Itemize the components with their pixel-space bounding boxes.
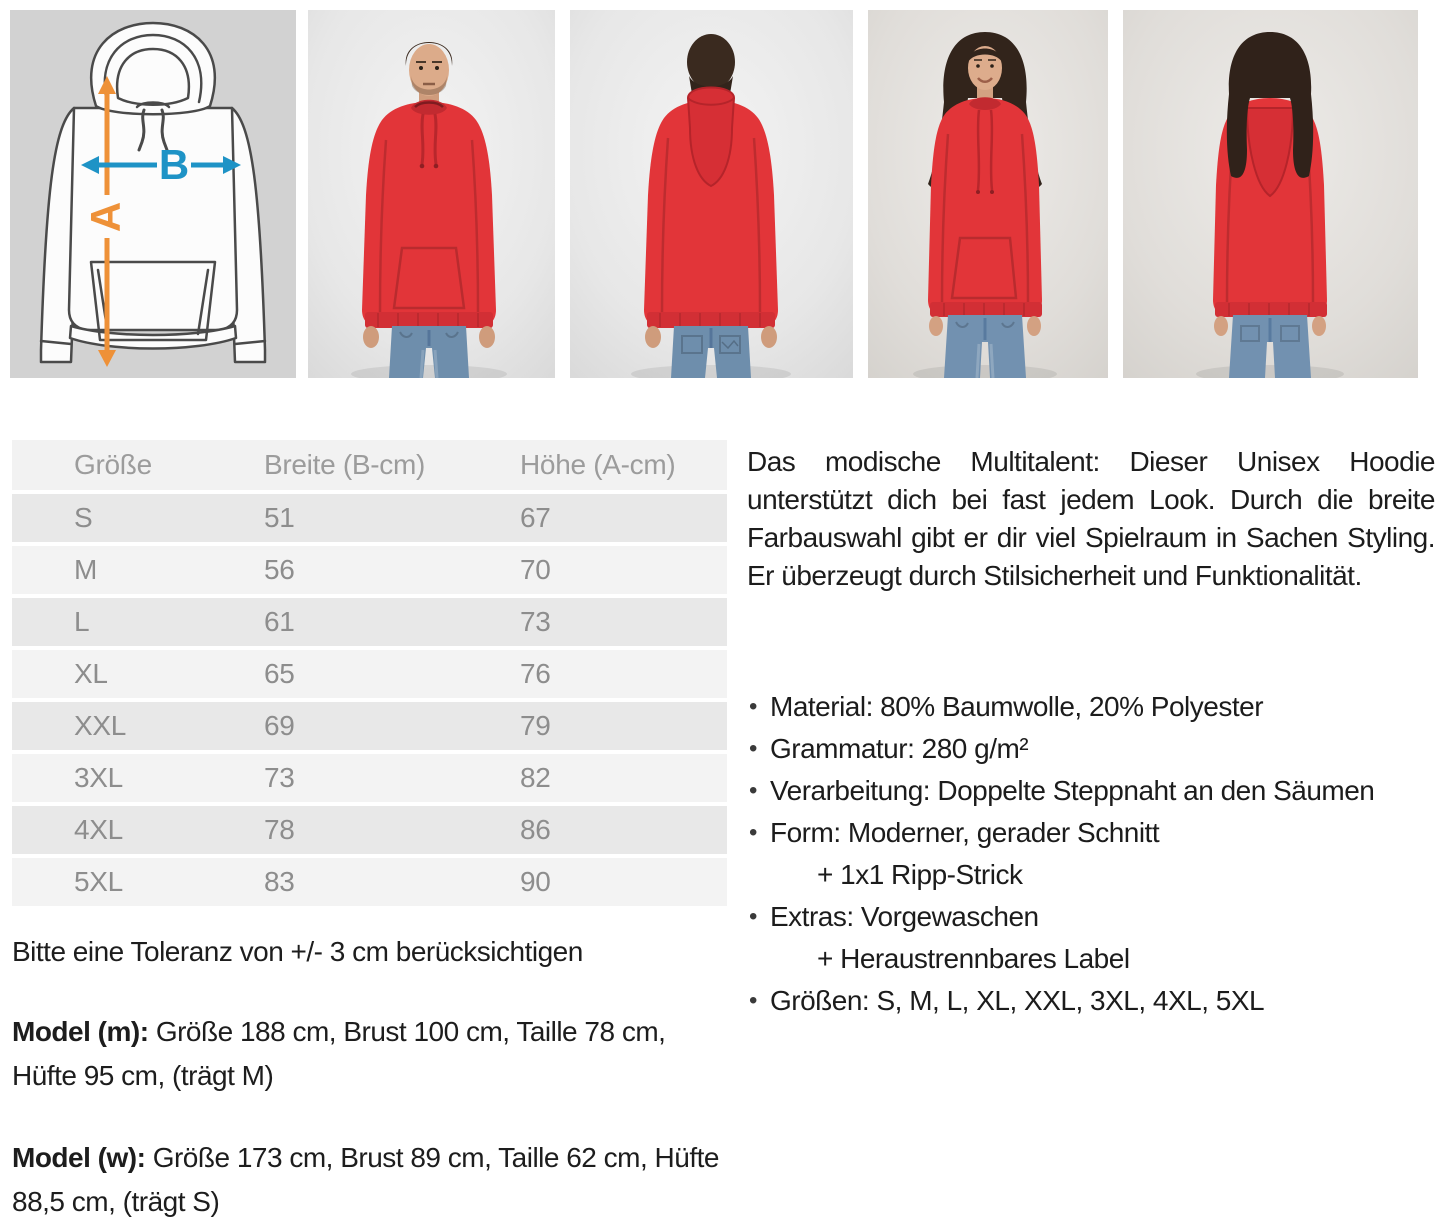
size-cell: M: [74, 554, 98, 585]
table-row: [12, 598, 727, 646]
breite-cell: 65: [264, 658, 295, 689]
list-item-continuation: + 1x1 Ripp-Strick: [817, 859, 1023, 890]
bullet-icon: •: [749, 735, 757, 762]
size-cell: 4XL: [74, 814, 123, 845]
width-label: B: [158, 141, 190, 188]
hoodie-outline-drawing: [10, 10, 296, 378]
model-female-note: [12, 1136, 720, 1224]
size-column-header: Größe: [74, 449, 152, 480]
model-male-label: Model (m):: [12, 1016, 149, 1047]
photo-male-front: [308, 10, 555, 378]
breite-cell: 83: [264, 866, 295, 897]
hoehe-cell: 86: [520, 814, 551, 845]
size-cell: S: [74, 502, 93, 533]
size-cell: XXL: [74, 710, 127, 741]
breite-cell: 61: [264, 606, 295, 637]
table-row: [12, 858, 727, 906]
size-cell: 3XL: [74, 762, 123, 793]
list-item: • Grammatur: 280 g/m²: [747, 728, 1439, 770]
photo-male-back: [570, 10, 853, 378]
table-row: [12, 754, 727, 802]
list-item: • Verarbeitung: Doppelte Steppnaht an den Säumen: [747, 770, 1439, 812]
model-male-measurements: Größe 188 cm, Brust 100 cm, Taille 78 cm, Hüfte 95 cm, (trägt M): [12, 1016, 666, 1091]
table-row: [12, 650, 727, 698]
table-row: [12, 806, 727, 854]
table-row: [12, 546, 727, 594]
hoehe-column-header: Höhe (A-cm): [520, 449, 676, 480]
list-item-continuation: + Heraustrennbares Label: [817, 943, 1130, 974]
list-item: • Material: 80% Baumwolle, 20% Polyester: [747, 686, 1439, 728]
tolerance-note: Bitte eine Toleranz von +/- 3 cm berücksichtigen: [12, 936, 583, 967]
hoehe-cell: 90: [520, 866, 551, 897]
table-row: [12, 494, 727, 542]
size-table: [12, 440, 727, 906]
bullet-icon: •: [749, 819, 757, 846]
bullet-icon: •: [749, 777, 757, 804]
size-table-header-row: [12, 440, 727, 490]
breite-cell: 78: [264, 814, 295, 845]
bullet-icon: •: [749, 693, 757, 720]
feature-list: [747, 686, 1439, 1022]
product-description: [747, 443, 1435, 595]
hoehe-cell: 79: [520, 710, 551, 741]
height-label: A: [82, 201, 129, 233]
size-cell: L: [74, 606, 90, 637]
breite-cell: 69: [264, 710, 295, 741]
breite-column-header: Breite (B-cm): [264, 449, 425, 480]
breite-cell: 73: [264, 762, 295, 793]
hoehe-cell: 70: [520, 554, 551, 585]
bullet-icon: •: [749, 903, 757, 930]
size-diagram-image: [10, 10, 296, 378]
hoehe-cell: 67: [520, 502, 551, 533]
size-cell: 5XL: [74, 866, 123, 897]
size-cell: XL: [74, 658, 108, 689]
table-row: [12, 702, 727, 750]
hoehe-cell: 76: [520, 658, 551, 689]
list-item: • Extras: Vorgewaschen: [747, 896, 1439, 938]
breite-cell: 51: [264, 502, 295, 533]
model-male-note: [12, 1010, 720, 1098]
hoehe-cell: 73: [520, 606, 551, 637]
list-item: • Größen: S, M, L, XL, XXL, 3XL, 4XL, 5XL: [747, 980, 1439, 1022]
hoehe-cell: 82: [520, 762, 551, 793]
list-item: • Form: Moderner, gerader Schnitt: [747, 812, 1439, 854]
model-female-measurements: Größe 173 cm, Brust 89 cm, Taille 62 cm, Hüfte 88,5 cm, (trägt S): [12, 1142, 719, 1217]
model-female-label: Model (w):: [12, 1142, 146, 1173]
photo-female-front: [868, 10, 1108, 378]
description-intro: Das modische Multitalent: Dieser Unisex Hoodie unterstützt dich bei fast jedem Look. Durch die breite Farbauswahl gibt er dir viel Spielraum in Sachen Styling. Er überzeugt durch Stilsicherheit und Funktionalität.: [747, 446, 1435, 591]
photo-female-back: [1123, 10, 1418, 378]
bullet-icon: •: [749, 987, 757, 1014]
breite-cell: 56: [264, 554, 295, 585]
